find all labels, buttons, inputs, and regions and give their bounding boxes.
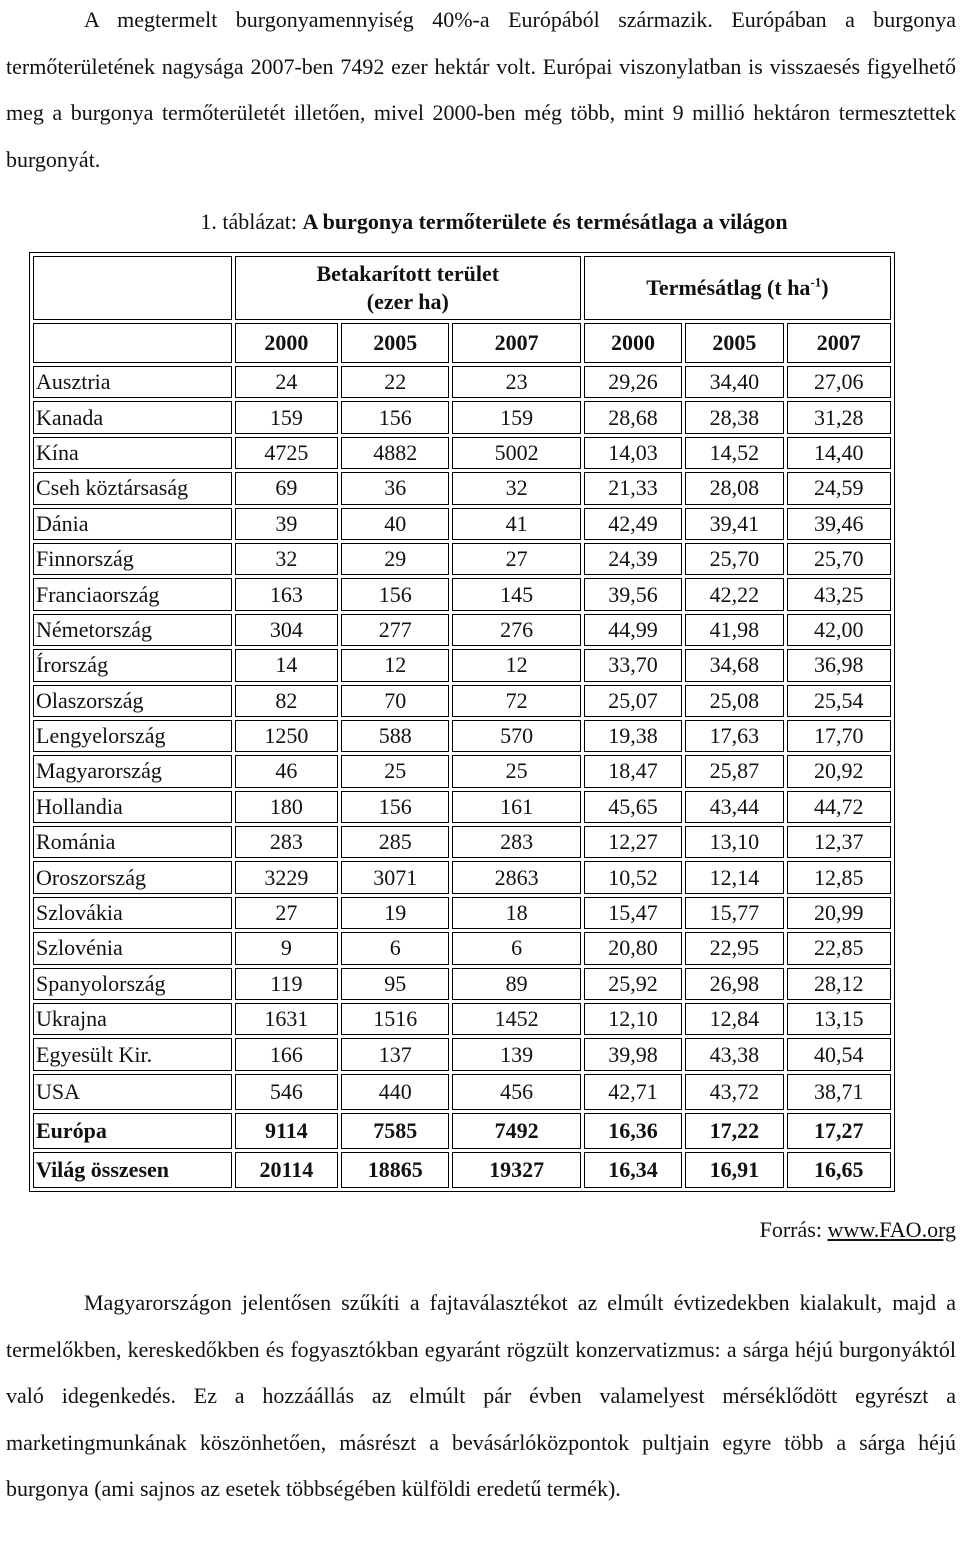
area-cell: 23 [452, 366, 580, 398]
header-empty-cell [33, 256, 232, 320]
area-cell: 6 [452, 932, 580, 964]
yield-cell: 39,41 [685, 508, 783, 540]
area-cell: 304 [235, 614, 338, 646]
area-cell: 32 [452, 472, 580, 504]
yield-cell: 13,15 [787, 1003, 891, 1035]
potato-data-table [29, 252, 895, 1192]
yield-cell: 13,10 [685, 826, 783, 858]
area-cell: 276 [452, 614, 580, 646]
yield-cell: 17,22 [685, 1113, 783, 1149]
area-cell: 137 [341, 1038, 449, 1070]
yield-cell: 34,40 [685, 366, 783, 398]
area-cell: 32 [235, 543, 338, 575]
yield-cell: 39,46 [787, 508, 891, 540]
header-yield-post: ) [821, 275, 829, 300]
source-label: Forrás: [759, 1217, 828, 1242]
yield-cell: 36,98 [787, 649, 891, 681]
yield-cell: 39,56 [584, 578, 682, 610]
yield-cell: 26,98 [685, 968, 783, 1000]
yield-cell: 40,54 [787, 1038, 891, 1070]
yield-cell: 25,08 [685, 685, 783, 717]
area-cell: 82 [235, 685, 338, 717]
yield-cell: 34,68 [685, 649, 783, 681]
area-cell: 456 [452, 1074, 580, 1110]
table-row [33, 861, 891, 893]
table-row [33, 1003, 891, 1035]
yield-cell: 42,49 [584, 508, 682, 540]
header-yield-sup: -1 [810, 274, 822, 290]
area-cell: 139 [452, 1038, 580, 1070]
table-row [33, 720, 891, 752]
yield-cell: 27,06 [787, 366, 891, 398]
area-cell: 159 [452, 401, 580, 433]
yield-cell: 17,63 [685, 720, 783, 752]
area-cell: 440 [341, 1074, 449, 1110]
country-cell: Spanyolország [33, 968, 232, 1000]
area-cell: 156 [341, 791, 449, 823]
outro-paragraph [6, 1280, 956, 1513]
header-year: 2005 [341, 323, 449, 363]
area-cell: 40 [341, 508, 449, 540]
area-cell: 570 [452, 720, 580, 752]
table-row [33, 968, 891, 1000]
caption-prefix: 1. táblázat: [200, 209, 303, 234]
yield-cell: 20,80 [584, 932, 682, 964]
area-cell: 25 [452, 755, 580, 787]
area-cell: 18865 [341, 1152, 449, 1188]
area-cell: 69 [235, 472, 338, 504]
table-row [33, 366, 891, 398]
yield-cell: 22,85 [787, 932, 891, 964]
total-row [33, 1113, 891, 1149]
table-row [33, 543, 891, 575]
table-header-years [33, 323, 891, 363]
area-cell: 39 [235, 508, 338, 540]
header-year: 2000 [584, 323, 682, 363]
yield-cell: 43,44 [685, 791, 783, 823]
area-cell: 20114 [235, 1152, 338, 1188]
table-row [33, 437, 891, 469]
table-row [33, 1074, 891, 1110]
yield-cell: 44,99 [584, 614, 682, 646]
yield-cell: 12,27 [584, 826, 682, 858]
caption-title: A burgonya termőterülete és termésátlaga a világon [302, 209, 788, 234]
area-cell: 12 [452, 649, 580, 681]
yield-cell: 15,47 [584, 897, 682, 929]
header-yield-pre: Termésátlag (t ha [646, 275, 811, 300]
area-cell: 89 [452, 968, 580, 1000]
yield-cell: 41,98 [685, 614, 783, 646]
yield-cell: 16,91 [685, 1152, 783, 1188]
area-cell: 588 [341, 720, 449, 752]
country-cell: Lengyelország [33, 720, 232, 752]
header-empty-cell [33, 323, 232, 363]
area-cell: 1516 [341, 1003, 449, 1035]
header-area-line1: Betakarított terület [316, 261, 500, 286]
area-cell: 36 [341, 472, 449, 504]
area-cell: 156 [341, 401, 449, 433]
country-cell: Írország [33, 649, 232, 681]
country-cell: Egyesült Kir. [33, 1038, 232, 1070]
outro-text: Magyarországon jelentősen szűkíti a fajtaválasztékot az elmúlt évtizedekben kialakult, majd a termelőkben, kereskedőkben és fogyasztókban egyaránt rögzült konzervatizmus: a sárga héjú burgonyáktól való idegenkedés. Ez a hozzáállás az elmúlt pár évben valamelyest mérséklődött egyrészt a marketingmunkának köszönhetően, másrészt a bevásárlóközpontok pultjain egyre több a sárga héjú burgonya (ami sajnos az esetek többségében külföldi eredetű termék). [6, 1290, 956, 1501]
yield-cell: 28,38 [685, 401, 783, 433]
area-cell: 4725 [235, 437, 338, 469]
area-cell: 19 [341, 897, 449, 929]
yield-cell: 12,84 [685, 1003, 783, 1035]
table-row [33, 685, 891, 717]
table-row [33, 614, 891, 646]
yield-cell: 33,70 [584, 649, 682, 681]
intro-text: A megtermelt burgonyamennyiség 40%-a Európából származik. Európában a burgonya termőterületének nagysága 2007-ben 7492 ezer hektár volt. Európai viszonylatban is visszaesés figyelhető meg a burgonya termőterületét illetően, mivel 2000-ben még több, mint 9 millió hektáron termesztettek burgonyát. [6, 7, 956, 172]
table-caption [0, 204, 960, 240]
yield-cell: 20,92 [787, 755, 891, 787]
country-cell: USA [33, 1074, 232, 1110]
yield-cell: 17,27 [787, 1113, 891, 1149]
country-cell: Cseh köztársaság [33, 472, 232, 504]
area-cell: 14 [235, 649, 338, 681]
area-cell: 9 [235, 932, 338, 964]
country-cell: Finnország [33, 543, 232, 575]
area-cell: 5002 [452, 437, 580, 469]
country-cell: Világ összesen [33, 1152, 232, 1188]
area-cell: 7585 [341, 1113, 449, 1149]
yield-cell: 28,68 [584, 401, 682, 433]
area-cell: 22 [341, 366, 449, 398]
header-year: 2007 [787, 323, 891, 363]
yield-cell: 45,65 [584, 791, 682, 823]
intro-paragraph [6, 0, 956, 183]
yield-cell: 38,71 [787, 1074, 891, 1110]
yield-cell: 15,77 [685, 897, 783, 929]
yield-cell: 14,52 [685, 437, 783, 469]
area-cell: 7492 [452, 1113, 580, 1149]
source-link[interactable]: www.FAO.org [827, 1217, 956, 1242]
table-row [33, 472, 891, 504]
yield-cell: 12,10 [584, 1003, 682, 1035]
country-cell: Oroszország [33, 861, 232, 893]
header-yield-group [584, 256, 891, 320]
yield-cell: 43,72 [685, 1074, 783, 1110]
area-cell: 95 [341, 968, 449, 1000]
area-cell: 29 [341, 543, 449, 575]
area-cell: 145 [452, 578, 580, 610]
country-cell: Szlovákia [33, 897, 232, 929]
table-row [33, 508, 891, 540]
yield-cell: 16,65 [787, 1152, 891, 1188]
area-cell: 180 [235, 791, 338, 823]
table-row [33, 932, 891, 964]
yield-cell: 28,12 [787, 968, 891, 1000]
area-cell: 12 [341, 649, 449, 681]
area-cell: 3229 [235, 861, 338, 893]
yield-cell: 43,25 [787, 578, 891, 610]
total-row [33, 1152, 891, 1188]
yield-cell: 39,98 [584, 1038, 682, 1070]
yield-cell: 12,14 [685, 861, 783, 893]
yield-cell: 16,36 [584, 1113, 682, 1149]
area-cell: 161 [452, 791, 580, 823]
area-cell: 72 [452, 685, 580, 717]
area-cell: 6 [341, 932, 449, 964]
yield-cell: 22,95 [685, 932, 783, 964]
table-body [33, 366, 891, 1188]
area-cell: 41 [452, 508, 580, 540]
area-cell: 156 [341, 578, 449, 610]
country-cell: Franciaország [33, 578, 232, 610]
yield-cell: 25,70 [685, 543, 783, 575]
country-cell: Európa [33, 1113, 232, 1149]
table-header-groups [33, 256, 891, 320]
header-area-group [235, 256, 581, 320]
area-cell: 25 [341, 755, 449, 787]
header-year: 2005 [685, 323, 783, 363]
yield-cell: 17,70 [787, 720, 891, 752]
table-row [33, 1038, 891, 1070]
yield-cell: 25,87 [685, 755, 783, 787]
header-year: 2007 [452, 323, 580, 363]
table-row [33, 755, 891, 787]
yield-cell: 24,39 [584, 543, 682, 575]
country-cell: Olaszország [33, 685, 232, 717]
area-cell: 27 [452, 543, 580, 575]
country-cell: Ukrajna [33, 1003, 232, 1035]
table-row [33, 826, 891, 858]
yield-cell: 24,59 [787, 472, 891, 504]
yield-cell: 16,34 [584, 1152, 682, 1188]
area-cell: 19327 [452, 1152, 580, 1188]
yield-cell: 10,52 [584, 861, 682, 893]
table-row [33, 791, 891, 823]
area-cell: 27 [235, 897, 338, 929]
yield-cell: 14,40 [787, 437, 891, 469]
yield-cell: 18,47 [584, 755, 682, 787]
area-cell: 283 [452, 826, 580, 858]
area-cell: 4882 [341, 437, 449, 469]
country-cell: Kína [33, 437, 232, 469]
yield-cell: 19,38 [584, 720, 682, 752]
area-cell: 283 [235, 826, 338, 858]
country-cell: Románia [33, 826, 232, 858]
yield-cell: 42,71 [584, 1074, 682, 1110]
area-cell: 2863 [452, 861, 580, 893]
area-cell: 285 [341, 826, 449, 858]
country-cell: Kanada [33, 401, 232, 433]
yield-cell: 25,70 [787, 543, 891, 575]
yield-cell: 20,99 [787, 897, 891, 929]
yield-cell: 43,38 [685, 1038, 783, 1070]
yield-cell: 12,37 [787, 826, 891, 858]
area-cell: 159 [235, 401, 338, 433]
country-cell: Magyarország [33, 755, 232, 787]
yield-cell: 42,22 [685, 578, 783, 610]
area-cell: 18 [452, 897, 580, 929]
area-cell: 163 [235, 578, 338, 610]
area-cell: 70 [341, 685, 449, 717]
area-cell: 24 [235, 366, 338, 398]
header-year: 2000 [235, 323, 338, 363]
yield-cell: 25,07 [584, 685, 682, 717]
area-cell: 9114 [235, 1113, 338, 1149]
yield-cell: 31,28 [787, 401, 891, 433]
yield-cell: 28,08 [685, 472, 783, 504]
yield-cell: 29,26 [584, 366, 682, 398]
yield-cell: 42,00 [787, 614, 891, 646]
area-cell: 119 [235, 968, 338, 1000]
table-row [33, 401, 891, 433]
table-row [33, 578, 891, 610]
country-cell: Dánia [33, 508, 232, 540]
yield-cell: 44,72 [787, 791, 891, 823]
country-cell: Szlovénia [33, 932, 232, 964]
header-area-line2: (ezer ha) [366, 289, 449, 314]
area-cell: 1250 [235, 720, 338, 752]
area-cell: 1631 [235, 1003, 338, 1035]
table-row [33, 897, 891, 929]
area-cell: 3071 [341, 861, 449, 893]
yield-cell: 25,54 [787, 685, 891, 717]
area-cell: 1452 [452, 1003, 580, 1035]
area-cell: 46 [235, 755, 338, 787]
yield-cell: 12,85 [787, 861, 891, 893]
yield-cell: 14,03 [584, 437, 682, 469]
area-cell: 277 [341, 614, 449, 646]
country-cell: Hollandia [33, 791, 232, 823]
yield-cell: 21,33 [584, 472, 682, 504]
yield-cell: 25,92 [584, 968, 682, 1000]
country-cell: Németország [33, 614, 232, 646]
area-cell: 166 [235, 1038, 338, 1070]
table-row [33, 649, 891, 681]
area-cell: 546 [235, 1074, 338, 1110]
country-cell: Ausztria [33, 366, 232, 398]
source-note [760, 1215, 956, 1245]
